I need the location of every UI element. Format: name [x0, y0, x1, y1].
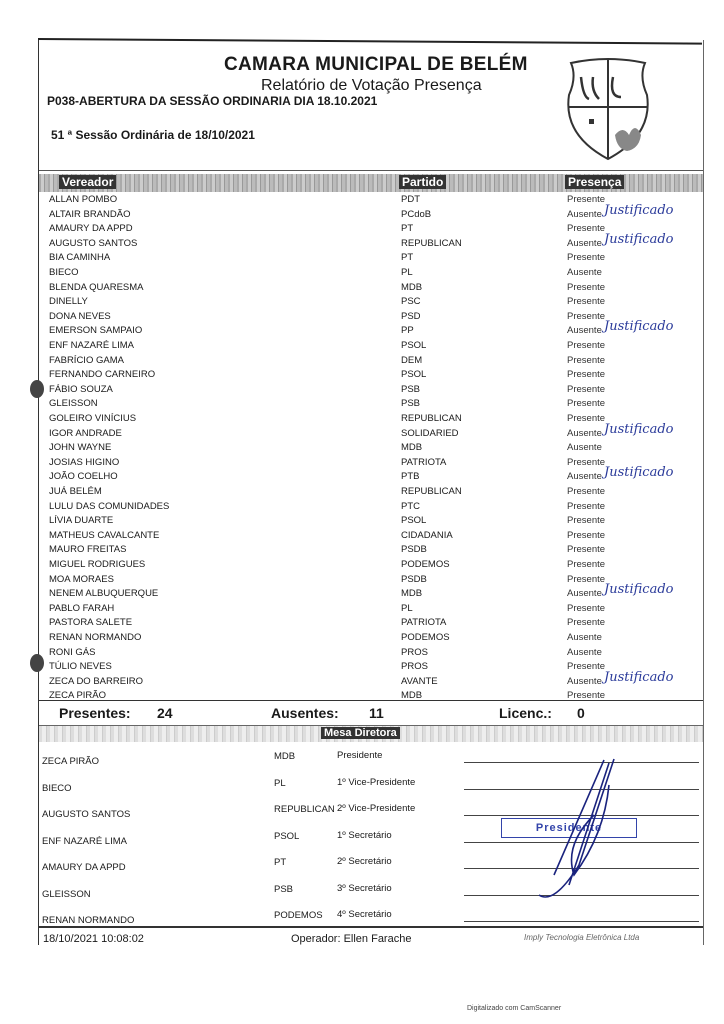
- scanner-watermark: Digitalizado com CamScanner: [467, 1005, 562, 1012]
- presence-status: Presente: [567, 194, 606, 205]
- party: PSC: [401, 296, 421, 308]
- party: MDB: [401, 690, 423, 702]
- punch-hole: [30, 654, 44, 672]
- member-name: AUGUSTO SANTOS: [42, 809, 131, 820]
- vereador-name: BLENDA QUARESMA: [49, 281, 144, 293]
- member-party: REPUBLICAN: [274, 804, 335, 815]
- presence-status: Presente: [567, 602, 606, 614]
- party: PODEMOS: [401, 632, 450, 643]
- party: PT: [401, 223, 414, 235]
- vereador-name: PABLO FARAH: [49, 602, 115, 614]
- table-row: [39, 559, 703, 574]
- vereador-name: LÍVIA DUARTE: [49, 515, 114, 527]
- member-name: BIECO: [42, 782, 72, 794]
- presentes-label: Presentes:: [59, 705, 131, 721]
- presence-status: Presente: [567, 456, 606, 468]
- column-vereador: Vereador: [59, 175, 116, 189]
- vereador-name: TÚLIO NEVES: [49, 661, 112, 673]
- presence-status: Presente: [567, 486, 606, 497]
- table-row: [39, 252, 703, 267]
- table-row: [39, 530, 703, 545]
- party: PATRIOTA: [401, 617, 447, 629]
- punch-hole: [30, 380, 44, 398]
- member-name: AMAURY DA APPD: [42, 862, 126, 873]
- party: MDB: [401, 588, 423, 600]
- handwritten-note: Justificado: [604, 421, 674, 437]
- table-row: [39, 603, 703, 618]
- vereador-name: FERNANDO CARNEIRO: [49, 369, 156, 381]
- operator: Operador: Ellen Farache: [291, 933, 412, 945]
- president-stamp: Presidente: [501, 818, 637, 838]
- presence-status: Ausente: [567, 267, 602, 278]
- vereador-name: GLEISSON: [49, 398, 98, 410]
- member-party: PL: [274, 777, 286, 789]
- vereador-name: MIGUEL RODRIGUES: [49, 559, 146, 570]
- presence-status: Ausente: [567, 646, 602, 658]
- table-row: [39, 669, 703, 691]
- table-row: [39, 421, 703, 443]
- table-row: [39, 231, 703, 253]
- table-row: [39, 384, 703, 399]
- member-name: RENAN NORMANDO: [42, 915, 135, 926]
- table-row: [39, 267, 703, 282]
- party: PSDB: [401, 573, 427, 585]
- session-number: 51 ª Sessão Ordinária de 18/10/2021: [51, 128, 255, 142]
- party: PT: [401, 252, 414, 264]
- vereador-name: BIA CAMINHA: [49, 252, 111, 264]
- party: PROS: [401, 646, 428, 658]
- totals-bar: [39, 700, 703, 726]
- table-row: [39, 340, 703, 355]
- handwritten-note: Justificado: [604, 319, 674, 335]
- party: PSOL: [401, 369, 427, 381]
- vereador-name: ENF NAZARÉ LIMA: [49, 340, 134, 351]
- timestamp: 18/10/2021 10:08:02: [43, 933, 144, 945]
- member-role: Presidente: [337, 750, 383, 761]
- footer-divider: [39, 926, 703, 928]
- presence-status: Presente: [567, 559, 606, 570]
- table-row: [39, 465, 703, 486]
- member-role: 4º Secretário: [337, 909, 392, 920]
- handwritten-note: Justificado: [604, 465, 674, 481]
- mesa-header: [39, 726, 703, 742]
- party: CIDADANIA: [401, 529, 453, 541]
- presence-status: Presente: [567, 383, 606, 395]
- member-role: 1º Secretário: [337, 829, 392, 841]
- page-subtitle: Relatório de Votação Presença: [261, 77, 482, 94]
- vereador-name: MOA MORAES: [49, 573, 114, 585]
- party: PL: [401, 267, 413, 278]
- vereador-name: EMERSON SAMPAIO: [49, 325, 143, 337]
- presence-status: Presente: [567, 296, 606, 308]
- table-row: [39, 202, 703, 224]
- member-name: ENF NAZARÉ LIMA: [42, 835, 127, 847]
- member-role: 2º Vice-Presidente: [337, 803, 416, 814]
- table-row: [39, 296, 703, 311]
- presence-status: Presente: [567, 398, 606, 410]
- ausentes-count: 11: [369, 705, 384, 721]
- vereador-name: ZECA DO BARREIRO: [49, 675, 143, 687]
- mesa-title: Mesa Diretora: [321, 727, 400, 739]
- party: PROS: [401, 661, 428, 673]
- presence-status: Presente: [567, 340, 606, 351]
- member-role: 2º Secretário: [337, 856, 392, 867]
- party: MDB: [401, 281, 423, 293]
- vereador-name: ALLAN POMBO: [49, 194, 118, 205]
- party: DEM: [401, 354, 423, 366]
- presence-status: Presente: [567, 500, 606, 512]
- presence-status: Presente: [567, 252, 606, 264]
- vendor: Imply Tecnologia Eletrônica Ltda: [524, 933, 640, 942]
- party: PSB: [401, 383, 421, 395]
- party: PP: [401, 325, 414, 337]
- presence-status: Ausente: [567, 427, 602, 439]
- party: PSB: [401, 398, 421, 410]
- presence-status: Presente: [567, 573, 606, 585]
- table-header: [39, 174, 703, 192]
- vereador-name: IGOR ANDRADE: [49, 427, 122, 439]
- vereador-name: GOLEIRO VINÍCIUS: [49, 413, 137, 424]
- vereador-name: DONA NEVES: [49, 310, 111, 322]
- presence-status: Presente: [567, 354, 606, 366]
- table-row: [39, 282, 703, 297]
- table-row: [39, 501, 703, 516]
- table-row: [39, 442, 703, 457]
- member-name: GLEISSON: [42, 888, 91, 900]
- party: PSOL: [401, 515, 427, 527]
- licenc-count: 0: [577, 705, 585, 721]
- handwritten-note: Justificado: [604, 582, 674, 598]
- member-party: MDB: [274, 751, 296, 762]
- vereador-name: AUGUSTO SANTOS: [49, 237, 138, 249]
- page-title: CAMARA MUNICIPAL DE BELÉM: [224, 54, 528, 75]
- session-title: P038-ABERTURA DA SESSÃO ORDINARIA DIA 18.10.2021: [47, 94, 378, 108]
- presence-status: Ausente: [567, 588, 602, 600]
- member-party: PT: [274, 857, 287, 868]
- party: REPUBLICAN: [401, 413, 462, 424]
- presence-status: Ausente: [567, 325, 602, 337]
- party: PDT: [401, 194, 420, 205]
- presence-status: Ausente: [567, 675, 602, 687]
- vereador-name: LULU DAS COMUNIDADES: [49, 500, 170, 512]
- presence-status: Presente: [567, 223, 606, 235]
- presence-status: Ausente: [567, 471, 602, 483]
- column-partido: Partido: [399, 175, 446, 189]
- vereador-name: PASTORA SALETE: [49, 617, 133, 629]
- party: PATRIOTA: [401, 456, 447, 468]
- vereador-name: AMAURY DA APPD: [49, 223, 133, 235]
- vereador-name: JOSIAS HIGINO: [49, 456, 120, 468]
- table-row: [39, 369, 703, 384]
- table-row: [39, 355, 703, 370]
- presence-status: Presente: [567, 515, 606, 527]
- mesa-member: [39, 907, 703, 933]
- party: PSOL: [401, 340, 427, 351]
- party: REPUBLICAN: [401, 486, 462, 497]
- member-name: ZECA PIRÃO: [42, 756, 100, 767]
- party: AVANTE: [401, 675, 438, 687]
- presentes-count: 24: [157, 705, 173, 721]
- member-role: 3º Secretário: [337, 882, 392, 894]
- presence-status: Presente: [567, 544, 606, 556]
- member-party: PODEMOS: [274, 910, 323, 921]
- presence-status: Presente: [567, 281, 606, 293]
- member-role: 1º Vice-Presidente: [337, 776, 416, 788]
- party: SOLIDARIED: [401, 427, 459, 439]
- presence-status: Presente: [567, 310, 606, 322]
- vereador-name: ALTAIR BRANDÃO: [49, 208, 131, 220]
- party: PSD: [401, 310, 421, 322]
- vereador-name: ZECA PIRÃO: [49, 690, 107, 702]
- member-party: PSOL: [274, 830, 300, 842]
- presence-status: Presente: [567, 661, 606, 673]
- licenc-label: Licenc.:: [499, 705, 552, 721]
- table-row: [39, 398, 703, 413]
- ausentes-label: Ausentes:: [271, 705, 339, 721]
- vereador-name: FÁBIO SOUZA: [49, 383, 113, 395]
- city-crest-icon: [563, 55, 653, 163]
- table-row: [39, 617, 703, 632]
- vereador-name: BIECO: [49, 267, 79, 278]
- vereador-name: NENEM ALBUQUERQUE: [49, 588, 159, 600]
- party: PSDB: [401, 544, 427, 556]
- report-page: [38, 40, 704, 945]
- presence-status: Ausente: [567, 237, 602, 249]
- party: PTB: [401, 471, 420, 483]
- presence-status: Ausente: [567, 632, 602, 643]
- table-row: [39, 544, 703, 559]
- presence-status: Presente: [567, 690, 606, 702]
- table-row: [39, 582, 703, 603]
- signature-line: [464, 921, 699, 922]
- table-row: [39, 486, 703, 501]
- handwritten-note: Justificado: [604, 202, 674, 218]
- vereador-name: DINELLY: [49, 296, 88, 308]
- presence-status: Presente: [567, 529, 606, 541]
- party: PTC: [401, 500, 420, 512]
- report-header: [39, 40, 703, 171]
- presence-status: Ausente: [567, 208, 602, 220]
- vereador-name: RENAN NORMANDO: [49, 632, 142, 643]
- vereador-name: MAURO FREITAS: [49, 544, 127, 556]
- party: PL: [401, 602, 413, 614]
- vereador-name: JUÁ BELÉM: [49, 486, 102, 497]
- vereador-name: FABRÍCIO GAMA: [49, 354, 124, 366]
- party: PCdoB: [401, 208, 432, 220]
- party: REPUBLICAN: [401, 237, 462, 249]
- vereador-name: JOÃO COELHO: [49, 471, 118, 483]
- vereador-name: JOHN WAYNE: [49, 442, 112, 454]
- signature-icon: [534, 755, 624, 905]
- table-row: [39, 515, 703, 530]
- vereador-name: MATHEUS CAVALCANTE: [49, 529, 160, 541]
- table-row: [39, 632, 703, 647]
- table-row: [39, 319, 703, 340]
- presence-status: Presente: [567, 369, 606, 381]
- handwritten-note: Justificado: [604, 231, 674, 247]
- table-row: [39, 647, 703, 662]
- party: MDB: [401, 442, 423, 454]
- handwritten-note: Justificado: [604, 669, 674, 685]
- member-party: PSB: [274, 883, 294, 895]
- presence-status: Presente: [567, 413, 606, 424]
- vereador-name: RONI GÁS: [49, 646, 96, 658]
- presence-status: Presente: [567, 617, 606, 629]
- presence-status: Ausente: [567, 442, 602, 454]
- party: PODEMOS: [401, 559, 450, 570]
- column-presenca: Presença: [565, 175, 624, 189]
